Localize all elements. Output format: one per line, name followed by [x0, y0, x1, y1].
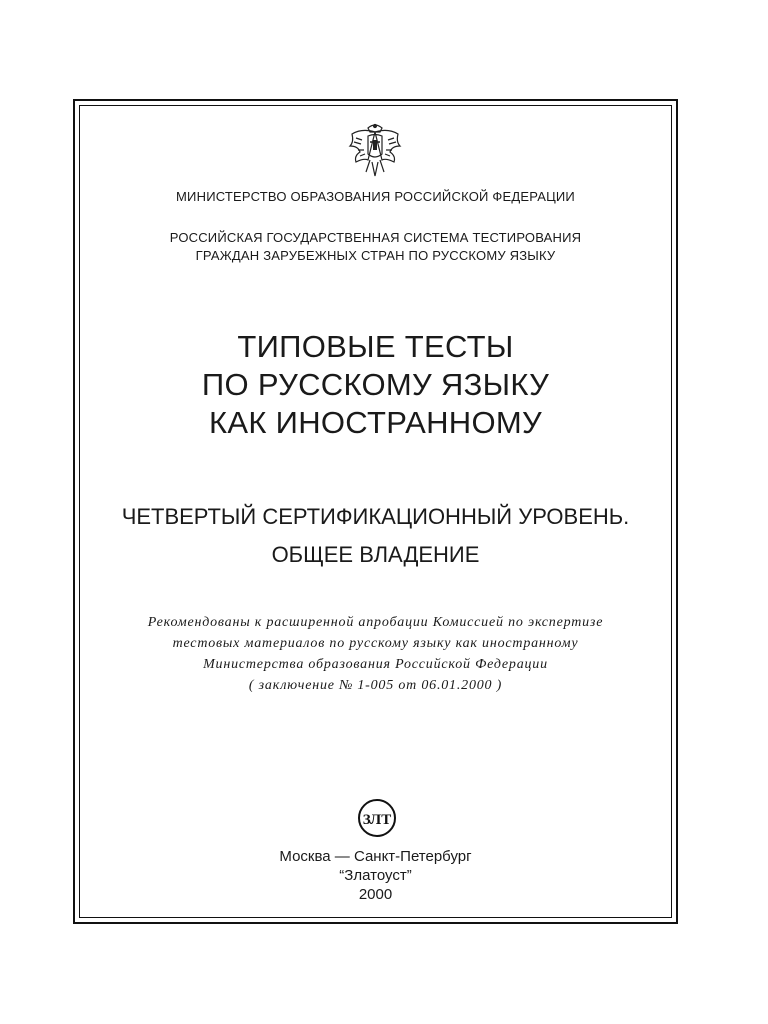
recommendation-line: тестовых материалов по русскому языку как иностранному	[172, 636, 579, 651]
system-line: РОССИЙСКАЯ ГОСУДАРСТВЕННАЯ СИСТЕМА ТЕСТИРОВАНИЯ	[169, 230, 582, 245]
coat-of-arms-icon	[344, 120, 406, 182]
publication-city: Москва — Санкт-Петербург	[279, 848, 472, 865]
ministry-name: МИНИСТЕРСТВО ОБРАЗОВАНИЯ РОССИЙСКОЙ ФЕДЕРАЦИИ	[176, 189, 575, 204]
proficiency-type: ОБЩЕЕ ВЛАДЕНИЕ	[271, 542, 480, 567]
recommendation-line: Министерства образования Российской Федерации	[203, 657, 548, 672]
title-line: ПО РУССКОМУ ЯЗЫКУ	[201, 367, 550, 402]
title-line: ТИПОВЫЕ ТЕСТЫ	[237, 329, 514, 364]
recommendation-line: ( заключение № 1-005 от 06.01.2000 )	[248, 678, 503, 693]
recommendation-line: Рекомендованы к расширенной апробации Комиссией по экспертизе	[147, 615, 604, 630]
system-line: ГРАЖДАН ЗАРУБЕЖНЫХ СТРАН ПО РУССКОМУ ЯЗЫКУ	[195, 248, 556, 263]
publisher-logo-icon	[357, 798, 397, 838]
recommendation-note	[79, 612, 672, 696]
page-title	[79, 328, 672, 442]
imprint	[79, 847, 672, 904]
publisher-logo-text: ЗЛТ	[362, 812, 392, 828]
title-line: КАК ИНОСТРАННОМУ	[209, 405, 542, 440]
publisher-name: “Златоуст”	[339, 867, 412, 884]
publication-year: 2000	[358, 886, 393, 903]
testing-system-name	[79, 229, 672, 265]
certification-level: ЧЕТВЕРТЫЙ СЕРТИФИКАЦИОННЫЙ УРОВЕНЬ.	[121, 504, 630, 529]
